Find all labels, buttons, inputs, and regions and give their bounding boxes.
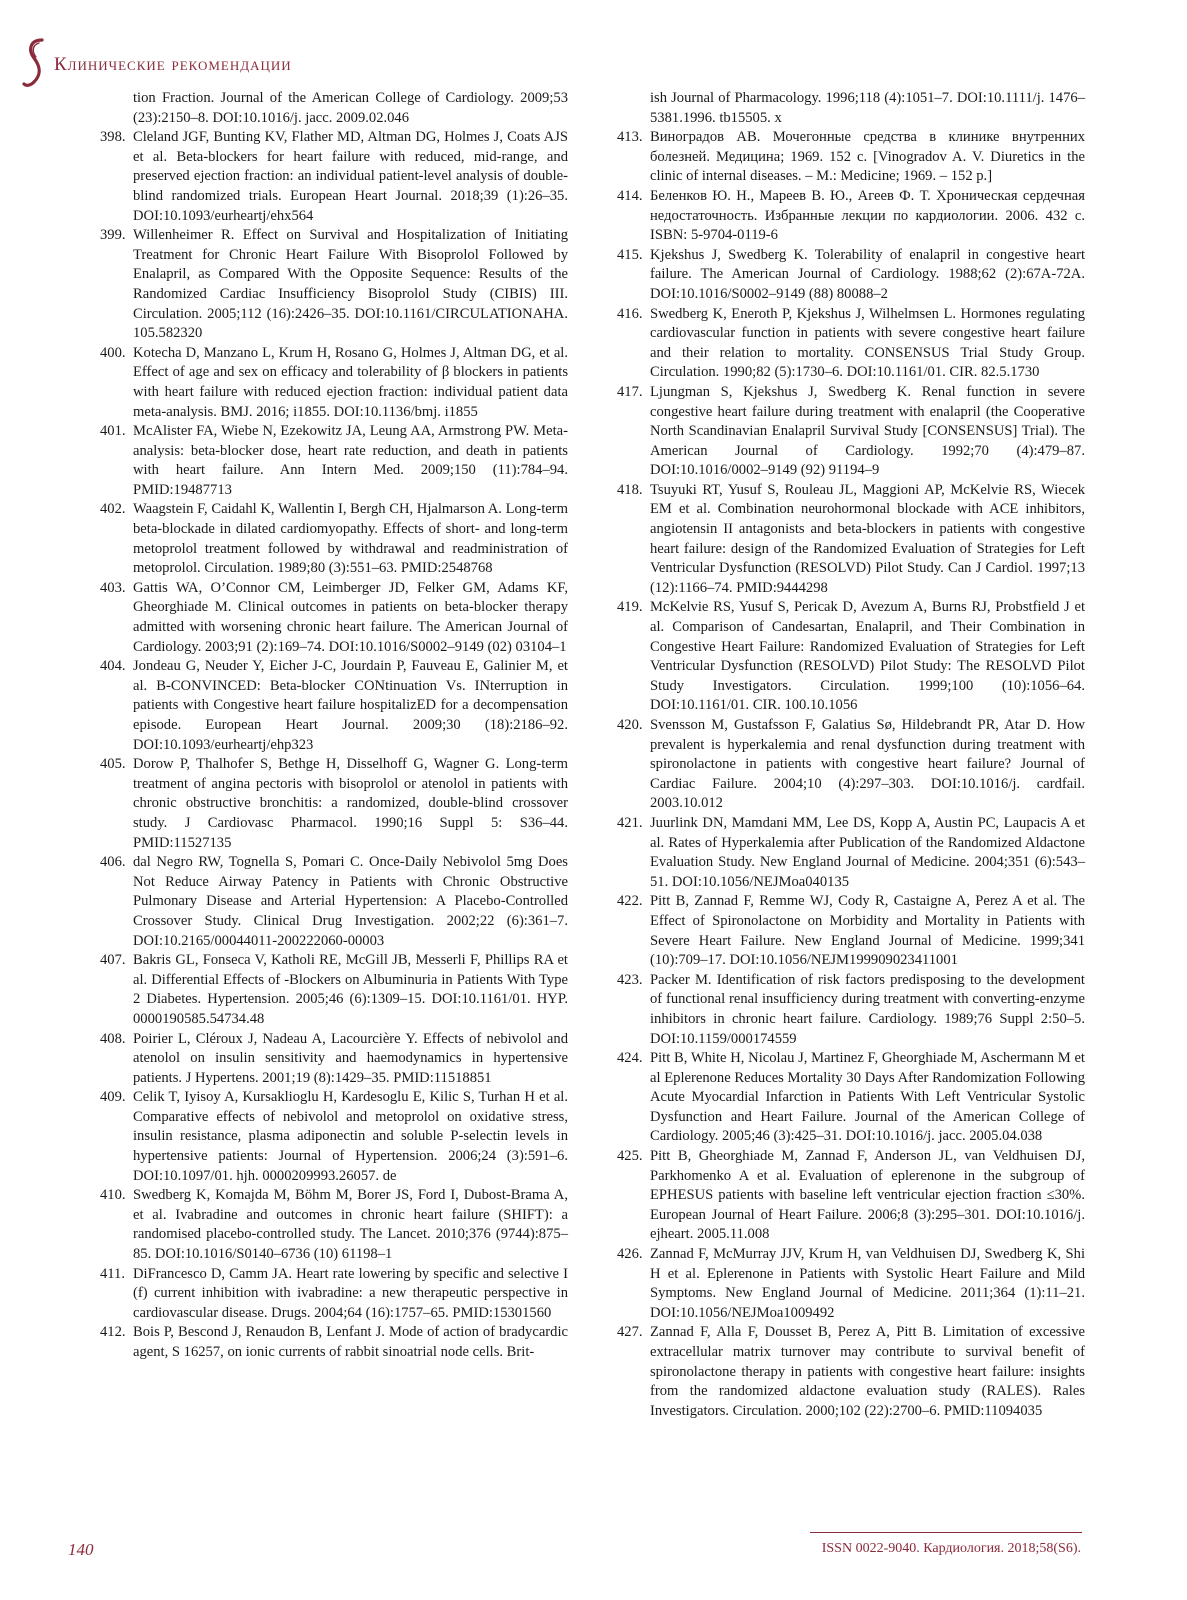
reference-text: Cleland JGF, Bunting KV, Flather MD, Altman DG, Holmes J, Coats AJS et al. Beta-blockers for heart failure with reduced, mid-range, and preserved ejection fraction: an individual patient-level analysis of double-blind randomized trials. European Heart Journal. 2018;39 (1):26–35. DOI:10.1093/eurheartj/ehx564 (133, 129, 568, 224)
reference-item (617, 1323, 1085, 1421)
reference-item (100, 579, 568, 657)
reference-number: 404. (100, 658, 126, 675)
reference-text: Poirier L, Cléroux J, Nadeau A, Lacourcière Y. Effects of nebivolol and atenolol on insulin sensitivity and haemodynamics in hypertensive patients. J Hypertens. 2001;19 (8):1429–35. PMID:11518851 (133, 1030, 568, 1086)
reference-item (100, 128, 568, 226)
reference-item (617, 1245, 1085, 1323)
reference-number: 422. (617, 893, 643, 910)
reference-number: 407. (100, 952, 126, 969)
left-column (100, 89, 568, 1363)
reference-text: Tsuyuki RT, Yusuf S, Rouleau JL, Maggioni AP, McKelvie RS, Wiecek EM et al. Combination neurohormonal blockade with ACE inhibitors, angiotensin II antagonists and beta-blockers in patients with congestive heart failure: design of the Randomized Evaluation of Strategies for Left Ventricular Dysfunction (RESOLVD) Pilot Study. Can J Cardiol. 1997;13 (12):1166–74. PMID:9444298 (650, 481, 1085, 596)
reference-number: 426. (617, 1246, 643, 1263)
reference-number: 413. (617, 129, 643, 146)
reference-item (617, 598, 1085, 716)
reference-text: Jondeau G, Neuder Y, Eicher J-C, Jourdain P, Fauveau E, Galinier M, et al. B-CONVINCED: Beta-blocker CONtinuation Vs. INterruption in patients with Congestive heart failure hospitalizED for a decompensation episode. European Heart Journal. 2009;30 (18):2186–92. DOI:10.1093/eurheartj/ehp323 (133, 658, 568, 753)
reference-item (100, 344, 568, 422)
reference-text: Svensson M, Gustafsson F, Galatius Sø, Hildebrandt PR, Atar D. How prevalent is hyperkalemia and renal dysfunction during treatment with spironolactone in patients with congestive heart failure? Journal of Cardiac Failure. 2004;10 (4):297–303. DOI:10.1016/j. cardfail. 2003.10.012 (650, 717, 1085, 812)
reference-text: Gattis WA, O’Connor CM, Leimberger JD, Felker GM, Adams KF, Gheorghiade M. Clinical outcomes in patients on beta-blocker therapy admitted with worsening chronic heart failure. The American Journal of Cardiology. 2003;91 (2):169–74. DOI:10.1016/S0002–9149 (02) 03104–1 (133, 579, 568, 655)
reference-text: Pitt B, White H, Nicolau J, Martinez F, Gheorghiade M, Aschermann M et al Eplerenone Reduces Mortality 30 Days After Randomization Following Acute Myocardial Infarction in Patients With Left Ventricular Systolic Dysfunction and Heart Failure. Journal of the American College of Cardiology. 2005;46 (3):425–31. DOI:10.1016/j. jacc. 2005.04.038 (650, 1050, 1085, 1145)
footer-divider (810, 1532, 1082, 1533)
reference-text: Pitt B, Zannad F, Remme WJ, Cody R, Castaigne A, Perez A et al. The Effect of Spironolactone on Morbidity and Mortality in Patients with Severe Heart Failure. New England Journal of Medicine. 1999;341 (10):709–17. DOI:10.1056/NEJM199909023411001 (650, 893, 1085, 969)
reference-text: Celik T, Iyisoy A, Kursaklioglu H, Kardesoglu E, Kilic S, Turhan H et al. Comparative effects of nebivolol and metoprolol on oxidative stress, insulin resistance, plasma adiponectin and soluble P-selectin levels in hypertensive patients: Journal of Hypertension. 2006;24 (3):591–6. DOI:10.1097/01. hjh. 0000209993.26057. de (133, 1089, 568, 1184)
reference-number: 415. (617, 246, 643, 263)
reference-item (617, 481, 1085, 599)
reference-item (617, 128, 1085, 187)
reference-item (617, 187, 1085, 246)
reference-number: 427. (617, 1324, 643, 1341)
reference-number: 416. (617, 305, 643, 322)
reference-continuation: tion Fraction. Journal of the American College of Cardiology. 2009;53 (23):2150–8. DOI:10.1016/j. jacc. 2009.02.046 (133, 90, 568, 126)
reference-text: Виноградов АВ. Мочегонные средства в клинике внутренних болезней. Медицина; 1969. 152 с. [Vinogradov A. V. Diuretics in the clinic of internal diseases. – M.: Medicine; 1969. – 152 p.] (650, 129, 1085, 185)
reference-text: DiFrancesco D, Camm JA. Heart rate lowering by specific and selective I (f) current inhibition with ivabradine: a new therapeutic perspective in cardiovascular disease. Drugs. 2004;64 (16):1757–65. PMID:15301560 (133, 1265, 568, 1321)
reference-number: 423. (617, 971, 643, 988)
reference-continuation: ish Journal of Pharmacology. 1996;118 (4):1051–7. DOI:10.1111/j. 1476–5381.1996. tb15505. x (650, 90, 1085, 126)
reference-item (617, 716, 1085, 814)
reference-text: Pitt B, Gheorghiade M, Zannad F, Anderson JL, van Veldhuisen DJ, Parkhomenko A et al. Evaluation of eplerenone in the subgroup of EPHESUS patients with baseline left ventricular ejection fraction ≤30%. European Journal of Heart Failure. 2006;8 (3):295–301. DOI:10.1016/j. ejheart. 2005.11.008 (650, 1148, 1085, 1243)
reference-item (617, 892, 1085, 970)
reference-item (617, 814, 1085, 892)
reference-item (100, 226, 568, 344)
reference-number: 421. (617, 814, 643, 831)
reference-number: 414. (617, 187, 643, 204)
reference-number: 417. (617, 383, 643, 400)
reference-text: Swedberg K, Eneroth P, Kjekshus J, Wilhelmsen L. Hormones regulating cardiovascular function in patients with severe congestive heart failure and their relation to mortality. CONSENSUS Trial Study Group. Circulation. 1990;82 (5):1730–6. DOI:10.1161/01. CIR. 82.5.1730 (650, 305, 1085, 381)
reference-text: Waagstein F, Caidahl K, Wallentin I, Bergh CH, Hjalmarson A. Long-term beta-blockade in dilated cardiomyopathy. Effects of short- and long-term metoprolol treatment followed by withdrawal and readministration of metoprolol. Circulation. 1989;80 (3):551–63. PMID:2548768 (133, 501, 568, 577)
reference-item (100, 853, 568, 951)
reference-text: Kjekshus J, Swedberg K. Tolerability of enalapril in congestive heart failure. The American Journal of Cardiology. 1988;62 (2):67A-72A. DOI:10.1016/S0002–9149 (88) 80088–2 (650, 246, 1085, 302)
reference-item (100, 1088, 568, 1186)
reference-number: 398. (100, 129, 126, 146)
reference-text: McKelvie RS, Yusuf S, Pericak D, Avezum A, Burns RJ, Probstfield J et al. Comparison of Candesartan, Enalapril, and Their Combination in Congestive Heart Failure: Randomized Evaluation of Strategies for Left Ventricular Dysfunction (RESOLVD) Pilot Study: The RESOLVD Pilot Study Investigators. Circulation. 1999;100 (10):1056–64. DOI:10.1161/01. CIR. 100.10.1056 (650, 599, 1085, 714)
reference-item (617, 305, 1085, 383)
reference-number: 418. (617, 481, 643, 498)
reference-number: 402. (100, 501, 126, 518)
reference-number: 425. (617, 1148, 643, 1165)
reference-text: Kotecha D, Manzano L, Krum H, Rosano G, Holmes J, Altman DG, et al. Effect of age and sex on efficacy and tolerability of β blockers in patients with heart failure with reduced ejection fraction: individual patient data meta-analysis. BMJ. 2016; i1855. DOI:10.1136/bmj. i1855 (133, 344, 568, 420)
reference-text: dal Negro RW, Tognella S, Pomari C. Once-Daily Nebivolol 5mg Does Not Reduce Airway Patency in Patients with Chronic Obstructive Pulmonary Disease and Arterial Hypertension: A Placebo-Controlled Crossover Study. Clinical Drug Investigation. 2002;22 (6):361–7. DOI:10.2165/00044011-200222060-00003 (133, 854, 568, 949)
reference-number: 403. (100, 579, 126, 596)
reference-item (100, 951, 568, 1029)
reference-number: 405. (100, 756, 126, 773)
reference-text: Ljungman S, Kjekshus J, Swedberg K. Renal function in severe congestive heart failure during treatment with enalapril (the Cooperative North Scandinavian Enalapril Survival Study [CONSENSUS] Trial). The American Journal of Cardiology. 1992;70 (4):479–87. DOI:10.1016/0002–9149 (92) 91194–9 (650, 383, 1085, 479)
reference-number: 419. (617, 599, 643, 616)
reference-number: 412. (100, 1324, 126, 1341)
reference-item (617, 971, 1085, 1049)
reference-item (100, 500, 568, 578)
reference-number: 411. (100, 1265, 125, 1282)
reference-item (100, 1265, 568, 1324)
reference-text: Bois P, Bescond J, Renaudon B, Lenfant J. Mode of action of bradycardic agent, S 16257, on ionic currents of rabbit sinoatrial node cells. Brit- (133, 1324, 568, 1360)
reference-number: 424. (617, 1050, 643, 1067)
reference-item (100, 1323, 568, 1362)
reference-text: Zannad F, McMurray JJV, Krum H, van Veldhuisen DJ, Swedberg K, Shi H et al. Eplerenone in Patients with Systolic Heart Failure and Mild Symptoms. New England Journal of Medicine. 2011;364 (1):11–21. DOI:10.1056/NEJMoa1009492 (650, 1246, 1085, 1321)
reference-number: 401. (100, 423, 126, 440)
section-title: Клинические рекомендации (54, 54, 292, 75)
reference-text: Willenheimer R. Effect on Survival and Hospitalization of Initiating Treatment for Chronic Heart Failure With Bisoprolol Followed by Enalapril, as Compared With the Opposite Sequence: Results of the Randomized Cardiac Insufficiency Bisoprolol Study (CIBIS) III. Circulation. 2005;112 (16):2426–35. DOI:10.1161/CIRCULATIONAHA. 105.582320 (133, 227, 568, 342)
reference-item (617, 383, 1085, 481)
reference-item (617, 1049, 1085, 1147)
reference-text: Bakris GL, Fonseca V, Katholi RE, McGill JB, Messerli F, Phillips RA et al. Differential Effects of -Blockers on Albuminuria in Patients With Type 2 Diabetes. Hypertension. 2005;46 (6):1309–15. DOI:10.1161/01. HYP. 0000190585.54734.48 (133, 952, 568, 1027)
section-logo-icon (20, 36, 50, 88)
reference-number: 420. (617, 717, 643, 733)
reference-number: 409. (100, 1089, 126, 1106)
reference-text: Swedberg K, Komajda M, Böhm M, Borer JS, Ford I, Dubost-Brama A, et al. Ivabradine and outcomes in chronic heart failure (SHIFT): a randomised placebo-controlled study. The Lancet. 2010;376 (9744):875–85. DOI:10.1016/S0140–6736 (10) 61198–1 (133, 1187, 568, 1263)
reference-text: Беленков Ю. Н., Мареев В. Ю., Агеев Ф. Т. Хроническая сердечная недостаточность. Избранные лекции по кардиологии. 2006. 432 с. ISBN: 5-9704-0119-6 (650, 187, 1085, 244)
reference-number: 400. (100, 344, 126, 361)
reference-text: Dorow P, Thalhofer S, Bethge H, Disselhoff G, Wagner G. Long-term treatment of angina pectoris with bisoprolol or atenolol in patients with chronic obstructive bronchitis: a randomized, double-blind crossover study. J Cardiovasc Pharmacol. 1990;16 Suppl 5: S36–44. PMID:11527135 (133, 756, 568, 851)
reference-text: Packer M. Identification of risk factors predisposing to the development of functional renal insufficiency during treatment with converting-enzyme inhibitors in chronic heart failure. Cardiology. 1989;76 Suppl 2:50–5. DOI:10.1159/000174559 (650, 971, 1085, 1047)
page-number: 140 (68, 1540, 94, 1559)
reference-number: 406. (100, 854, 126, 871)
reference-item (100, 1030, 568, 1089)
reference-item (100, 755, 568, 853)
right-column (617, 89, 1085, 1421)
reference-item (617, 246, 1085, 305)
reference-item (100, 1186, 568, 1264)
reference-item (100, 422, 568, 500)
reference-item (617, 1147, 1085, 1245)
reference-text: Zannad F, Alla F, Dousset B, Perez A, Pitt B. Limitation of excessive extracellular matrix turnover may contribute to survival benefit of spironolactone therapy in patients with congestive heart failure: insights from the randomized aldactone evaluation study (RALES). Rales Investigators. Circulation. 2000;102 (22):2700–6. PMID:11094035 (650, 1324, 1085, 1419)
reference-item (100, 657, 568, 755)
journal-citation: ISSN 0022-9040. Кардиология. 2018;58(S6). (821, 1541, 1081, 1556)
reference-text: McAlister FA, Wiebe N, Ezekowitz JA, Leung AA, Armstrong PW. Meta-analysis: beta-blocker dose, heart rate reduction, and death in patients with heart failure. Ann Intern Med. 2009;150 (11):784–94. PMID:19487713 (133, 423, 568, 498)
reference-number: 408. (100, 1030, 126, 1047)
reference-text: Juurlink DN, Mamdani MM, Lee DS, Kopp A, Austin PC, Laupacis A et al. Rates of Hyperkalemia after Publication of the Randomized Aldactone Evaluation Study. New England Journal of Medicine. 2004;351 (6):543–51. DOI:10.1056/NEJMoa040135 (650, 814, 1085, 890)
reference-number: 399. (100, 227, 126, 244)
reference-number: 410. (100, 1187, 126, 1204)
